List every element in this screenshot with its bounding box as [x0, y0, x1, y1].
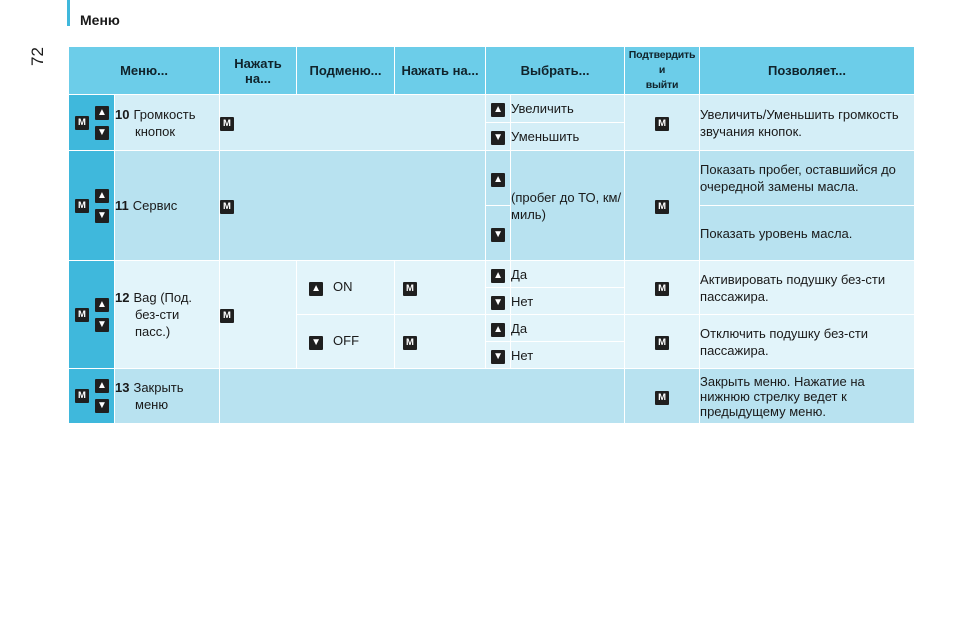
press-cell [395, 315, 486, 369]
result-text: Отключить подушку без-сти пассажира. [700, 315, 915, 369]
menu-item-number: 10 [115, 106, 130, 122]
arrow-down-icon: ▼ [309, 336, 323, 350]
m-button-icon: M [75, 308, 89, 322]
confirm-cell [625, 369, 700, 424]
menu-item-cell [115, 151, 220, 261]
table-row [69, 151, 915, 206]
select-icon-cell [486, 315, 511, 342]
m-button-icon: M [75, 389, 89, 403]
confirm-cell [625, 151, 700, 261]
select-icon-cell [486, 123, 511, 151]
arrow-down-icon: ▼ [95, 209, 109, 223]
arrow-down-icon: ▼ [95, 318, 109, 332]
option-label: Да [511, 261, 625, 288]
menu-item-name-cont: без-сти [135, 307, 180, 322]
arrow-up-icon: ▲ [95, 106, 109, 120]
menu-item-name-cont: меню [135, 397, 169, 412]
result-text: Закрыть меню. Нажатие на нижнюю стрелку ведет к предыдущему меню. [700, 369, 915, 424]
menu-item-name: Сервис [132, 198, 178, 213]
option-label: Увеличить [511, 95, 625, 123]
arrow-down-icon: ▼ [491, 131, 505, 145]
press-cell [395, 261, 486, 315]
select-icon-cell [486, 342, 511, 369]
select-icon-cell [486, 95, 511, 123]
table-row [69, 95, 915, 123]
menu-item-number: 12 [115, 290, 130, 305]
arrow-down-icon: ▼ [95, 399, 109, 413]
header-submenu: Подменю... [297, 47, 395, 95]
arrow-down-icon: ▼ [491, 296, 505, 310]
m-button-icon: M [403, 282, 417, 296]
m-button-icon: M [655, 336, 669, 350]
menu-item-cell [115, 95, 220, 151]
menu-item-name-cont: кнопок [135, 123, 176, 139]
menu-item-name-cont: пасс.) [135, 324, 171, 339]
menu-item-cell [115, 369, 220, 424]
press-cell [220, 261, 297, 369]
nav-icons-cell [69, 261, 115, 369]
menu-item-number: 11 [115, 198, 129, 213]
result-text: Показать уровень масла. [700, 206, 915, 261]
m-button-icon: M [655, 282, 669, 296]
m-button-icon: M [75, 116, 89, 130]
option-label: Уменьшить [511, 123, 625, 151]
confirm-cell [625, 315, 700, 369]
header-row [69, 47, 915, 95]
arrow-up-icon: ▲ [309, 282, 323, 296]
empty-cell [220, 369, 625, 424]
press-cell [220, 151, 486, 261]
header-confirm-line2: выйти [645, 79, 679, 91]
header-press-1: Нажать на... [220, 47, 297, 95]
m-button-icon: M [220, 117, 234, 131]
select-icon-cell [486, 151, 511, 206]
menu-table [68, 46, 915, 424]
header-select: Выбрать... [486, 47, 625, 95]
option-label: Нет [511, 288, 625, 315]
option-label: Да [511, 315, 625, 342]
m-button-icon: M [220, 309, 234, 323]
submenu-label: OFF [333, 333, 360, 348]
section-accent-bar [67, 0, 70, 26]
arrow-up-icon: ▲ [491, 173, 505, 187]
arrow-up-icon: ▲ [491, 269, 505, 283]
select-icon-cell [486, 288, 511, 315]
table-row [69, 261, 915, 288]
page-number-text: 72 [28, 47, 47, 66]
menu-item-name: Закрыть [133, 380, 184, 395]
submenu-label: ON [333, 279, 353, 294]
nav-icons-cell [69, 95, 115, 151]
m-button-icon: M [403, 336, 417, 350]
result-text: Показать пробег, оставшийся до очередной замены масла. [700, 151, 915, 206]
m-button-icon: M [655, 200, 669, 214]
header-confirm-line1: Подтвердить и [628, 49, 696, 76]
confirm-cell [625, 95, 700, 151]
menu-item-cell [115, 261, 220, 369]
section-title: Меню [80, 12, 120, 28]
arrow-up-icon: ▲ [95, 379, 109, 393]
nav-icons-cell [69, 151, 115, 261]
menu-item-number: 13 [115, 380, 130, 395]
m-button-icon: M [655, 391, 669, 405]
arrow-down-icon: ▼ [491, 228, 505, 242]
arrow-up-icon: ▲ [491, 323, 505, 337]
option-label: Нет [511, 342, 625, 369]
arrow-up-icon: ▲ [95, 298, 109, 312]
header-press-2: Нажать на... [395, 47, 486, 95]
nav-icons-cell [69, 369, 115, 424]
arrow-up-icon: ▲ [95, 189, 109, 203]
submenu-cell [297, 315, 395, 369]
menu-item-name: Bag (Под. [133, 290, 193, 305]
submenu-cell [297, 261, 395, 315]
result-text: Увеличить/Уменьшить громкость звучания кнопок. [700, 95, 915, 151]
arrow-down-icon: ▼ [95, 126, 109, 140]
page-number [28, 25, 48, 66]
header-confirm-exit [625, 47, 700, 95]
table-row [69, 369, 915, 424]
arrow-down-icon: ▼ [491, 350, 505, 364]
header-allows: Позволяет... [700, 47, 915, 95]
option-label: (пробег до ТО, км/миль) [511, 151, 625, 261]
press-cell [220, 95, 486, 151]
result-text: Активировать подушку без-сти пассажира. [700, 261, 915, 315]
select-icon-cell [486, 206, 511, 261]
m-button-icon: M [75, 199, 89, 213]
arrow-up-icon: ▲ [491, 103, 505, 117]
menu-item-name: Громкость [133, 106, 196, 122]
m-button-icon: M [220, 200, 234, 214]
header-menu: Меню... [69, 47, 220, 95]
confirm-cell [625, 261, 700, 315]
m-button-icon: M [655, 117, 669, 131]
select-icon-cell [486, 261, 511, 288]
